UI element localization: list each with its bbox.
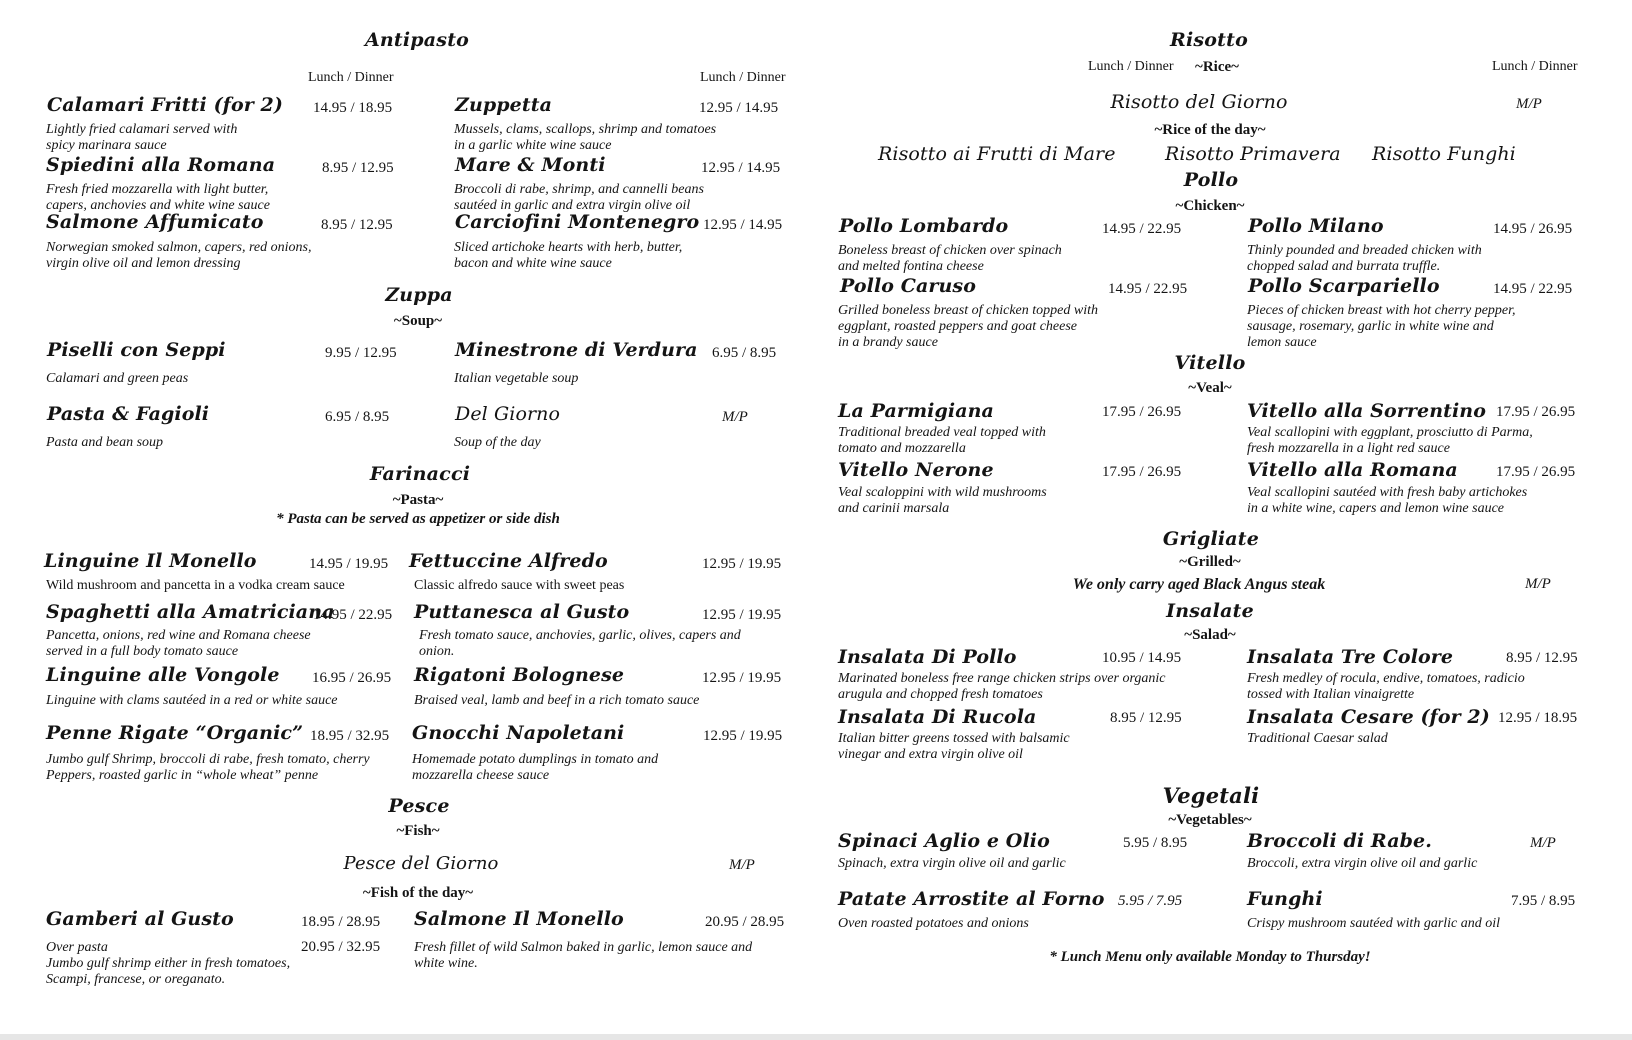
dish-description: Pancetta, onions, red wine and Romana cheese served in a full body tomato sauce [46, 628, 311, 659]
column-header-lunch-dinner: Lunch / Dinner [308, 70, 394, 85]
dish-description: Italian vegetable soup [454, 371, 579, 386]
dish-name: Spinaci Aglio e Olio [838, 830, 1050, 852]
dish-name: Funghi [1247, 888, 1323, 910]
dish-description: Pasta and bean soup [46, 435, 164, 450]
dish-price: 17.95 / 26.95 [1102, 464, 1182, 480]
dish-description: Pieces of chicken breast with hot cherry pepper, sausage, rosemary, garlic in white wine and lemon sauce [1247, 303, 1516, 350]
dish-price: 6.95 / 8.95 [325, 409, 390, 425]
section-title-zuppa: Zuppa [385, 284, 453, 306]
section-title-vegetali: Vegetali [1162, 783, 1260, 808]
dish-price: 8.95 / 12.95 [1506, 650, 1578, 666]
section-subtitle: ~Rice~ [1195, 59, 1239, 75]
risotto-option: Risotto Funghi [1372, 143, 1516, 165]
dish-description: Veal scallopini with eggplant, prosciutto di Parma, fresh mozzarella in a light red sauce [1247, 425, 1533, 456]
dish-price: 12.95 / 14.95 [701, 160, 781, 176]
dish-price: 8.95 / 12.95 [321, 217, 393, 233]
dish-name: Pollo Scarpariello [1248, 275, 1440, 297]
rice-of-the-day-price: M/P [1516, 96, 1542, 112]
dish-description: Wild mushroom and pancetta in a vodka cream sauce [46, 578, 345, 593]
dish-price: 14.95 / 18.95 [313, 100, 393, 116]
dish-description: Fresh medley of rocula, endive, tomatoes, radicio tossed with Italian vinaigrette [1247, 671, 1525, 702]
dish-price: 6.95 / 8.95 [712, 345, 777, 361]
dish-description: Sliced artichoke hearts with herb, butter, bacon and white wine sauce [454, 240, 683, 271]
dish-price: 12.95 / 14.95 [703, 217, 783, 233]
dish-price: 20.95 / 28.95 [705, 914, 785, 930]
section-title-farinacci: Farinacci [369, 463, 471, 485]
dish-price: 5.95 / 7.95 [1118, 893, 1183, 909]
dish-price: 12.95 / 19.95 [702, 670, 782, 686]
dish-price: M/P [1530, 835, 1556, 851]
section-subtitle: ~Fish~ [396, 823, 440, 839]
dish-name: Piselli con Seppi [47, 339, 226, 361]
dish-name: Broccoli di Rabe. [1247, 830, 1432, 852]
dish-description: Over pasta Jumbo gulf shrimp either in fresh tomatoes, Scampi, francese, or oreganato. [46, 940, 291, 987]
risotto-option: Risotto ai Frutti di Mare [878, 143, 1116, 165]
dish-name: Pollo Caruso [840, 275, 976, 297]
dish-description: Grilled boneless breast of chicken topped with eggplant, roasted peppers and goat cheese in a brandy sauce [838, 303, 1098, 350]
dish-name: Penne Rigate “Organic” [46, 722, 304, 744]
dish-price: 17.95 / 26.95 [1496, 404, 1576, 420]
fish-of-the-day-name: Pesce del Giorno [343, 853, 499, 874]
dish-name: Gnocchi Napoletani [412, 722, 625, 744]
section-title-pesce: Pesce [388, 795, 450, 817]
column-header-lunch-dinner: Lunch / Dinner [700, 70, 786, 85]
dish-price: 9.95 / 12.95 [325, 345, 397, 361]
dish-name: Rigatoni Bolognese [414, 664, 625, 686]
dish-price: 14.95 / 22.95 [1102, 221, 1182, 237]
dish-description: Veal scallopini sautéed with fresh baby artichokes in a white wine, capers and lemon wine sauce [1247, 485, 1528, 516]
dish-price: 5.95 / 8.95 [1123, 835, 1188, 851]
dish-price: 12.95 / 14.95 [699, 100, 779, 116]
pasta-note: * Pasta can be served as appetizer or side dish [276, 511, 560, 527]
fish-of-the-day-price: M/P [729, 857, 755, 873]
dish-price: 12.95 / 19.95 [703, 728, 783, 744]
dish-name: Del Giorno [455, 403, 561, 425]
dish-price: 12.95 / 19.95 [702, 556, 782, 572]
section-subtitle: ~Chicken~ [1175, 198, 1245, 214]
dish-price: 17.95 / 26.95 [1496, 464, 1576, 480]
dish-price: 8.95 / 12.95 [322, 160, 394, 176]
page-bottom-band [0, 1034, 1632, 1040]
dish-name: Minestrone di Verdura [455, 339, 698, 361]
dish-description: Jumbo gulf Shrimp, broccoli di rabe, fresh tomato, cherry Peppers, roasted garlic in “whole wheat” penne [46, 752, 370, 783]
dish-name: Insalata Di Pollo [838, 646, 1017, 668]
fish-of-the-day-subtitle: ~Fish of the day~ [362, 885, 474, 901]
dish-description: Mussels, clams, scallops, shrimp and tomatoes in a garlic white wine sauce [454, 122, 717, 153]
dish-name: Gamberi al Gusto [46, 908, 234, 930]
section-title-risotto: Risotto [1169, 29, 1249, 51]
steak-note: We only carry aged Black Angus steak [1072, 576, 1326, 593]
dish-description: Braised veal, lamb and beef in a rich tomato sauce [414, 693, 700, 708]
section-title-antipasto: Antipasto [364, 29, 470, 51]
dish-name: Linguine alle Vongole [46, 664, 280, 686]
column-header-lunch-dinner: Lunch / Dinner [1492, 59, 1578, 74]
section-subtitle: ~Salad~ [1184, 627, 1236, 643]
dish-name: Insalata Di Rucola [838, 706, 1037, 728]
section-title-vitello: Vitello [1174, 352, 1246, 374]
dish-price: 12.95 / 18.95 [1498, 710, 1578, 726]
section-title-grigliate: Grigliate [1162, 528, 1260, 550]
dish-name: Spiedini alla Romana [46, 154, 276, 176]
dish-name: Carciofini Montenegro [455, 211, 700, 233]
dish-price: 12.95 / 19.95 [702, 607, 782, 623]
dish-price: 14.95 / 26.95 [1493, 221, 1573, 237]
dish-name: Vitello alla Sorrentino [1247, 400, 1486, 422]
dish-price: 14.95 / 22.95 [1108, 281, 1188, 297]
dish-name: Calamari Fritti (for 2) [47, 94, 283, 116]
section-subtitle: ~Grilled~ [1179, 554, 1241, 570]
dish-name: Vitello alla Romana [1247, 459, 1458, 481]
dish-description: Broccoli, extra virgin olive oil and garlic [1247, 856, 1478, 871]
dish-price: 7.95 / 8.95 [1511, 893, 1576, 909]
dish-name: Spaghetti alla Amatriciana [46, 601, 335, 623]
dish-description: Crispy mushroom sautéed with garlic and oil [1247, 916, 1501, 931]
dish-description: Fresh tomato sauce, anchovies, garlic, olives, capers and onion. [419, 628, 741, 659]
dish-price: 17.95 / 26.95 [1102, 404, 1182, 420]
dish-price: 8.95 / 12.95 [1110, 710, 1182, 726]
dish-price: 14.95 / 19.95 [309, 556, 389, 572]
dish-name: Pollo Lombardo [839, 215, 1009, 237]
dish-name: Salmone Affumicato [46, 211, 264, 233]
dish-name: Patate Arrostite al Forno [838, 888, 1105, 910]
dish-name: Mare & Monti [455, 154, 606, 176]
dish-description: Oven roasted potatoes and onions [838, 916, 1029, 931]
dish-description: Spinach, extra virgin olive oil and garlic [838, 856, 1066, 871]
dish-description: Italian bitter greens tossed with balsamic vinegar and extra virgin olive oil [838, 731, 1070, 762]
dish-description: Fresh fillet of wild Salmon baked in garlic, lemon sauce and white wine. [414, 940, 753, 971]
dish-description: Traditional Caesar salad [1247, 731, 1388, 746]
section-subtitle: ~Vegetables~ [1168, 812, 1252, 828]
dish-name: Zuppetta [455, 94, 553, 116]
dish-name: Insalata Tre Colore [1247, 646, 1454, 668]
rice-of-the-day-subtitle: ~Rice of the day~ [1154, 122, 1266, 138]
dish-price: 14.95 / 22.95 [313, 607, 393, 623]
section-subtitle: ~Soup~ [393, 313, 443, 329]
dish-name: La Parmigiana [838, 400, 994, 422]
dish-name: Linguine Il Monello [44, 550, 257, 572]
risotto-option: Risotto Primavera [1165, 143, 1341, 165]
dish-price: M/P [722, 409, 748, 425]
dish-price: 18.95 / 28.95 [301, 914, 381, 930]
dish-description: Linguine with clams sautéed in a red or white sauce [46, 693, 338, 708]
dish-description: Lightly fried calamari served with spicy marinara sauce [46, 122, 238, 153]
dish-description: Veal scaloppini with wild mushrooms and carinii marsala [838, 485, 1047, 516]
rice-of-the-day-name: Risotto del Giorno [1110, 91, 1288, 113]
lunch-menu-note: * Lunch Menu only available Monday to Thursday! [1049, 949, 1371, 965]
column-header-lunch-dinner: Lunch / Dinner [1088, 59, 1174, 74]
dish-price: 18.95 / 32.95 [310, 728, 390, 744]
dish-price: 16.95 / 26.95 [312, 670, 392, 686]
dish-name: Vitello Nerone [838, 459, 994, 481]
dish-description: Broccoli di rabe, shrimp, and cannelli beans sautéed in garlic and extra virgin olive oil [454, 182, 704, 213]
dish-description: Soup of the day [454, 435, 541, 450]
dish-description: Boneless breast of chicken over spinach and melted fontina cheese [838, 243, 1062, 274]
dish-description: Thinly pounded and breaded chicken with chopped salad and burrata truffle. [1247, 243, 1482, 274]
dish-name: Pasta & Fagioli [47, 403, 210, 425]
section-title-pollo: Pollo [1183, 169, 1239, 191]
dish-name: Pollo Milano [1248, 215, 1384, 237]
dish-description: Norwegian smoked salmon, capers, red onions, virgin olive oil and lemon dressing [46, 240, 312, 271]
dish-name: Puttanesca al Gusto [414, 601, 630, 623]
dish-description: Calamari and green peas [46, 371, 189, 386]
section-title-insalate: Insalate [1166, 600, 1254, 622]
dish-price: 14.95 / 22.95 [1493, 281, 1573, 297]
dish-description: Fresh fried mozzarella with light butter, capers, anchovies and white wine sauce [46, 182, 270, 213]
dish-name: Insalata Cesare (for 2) [1247, 706, 1490, 728]
dish-price: 10.95 / 14.95 [1102, 650, 1182, 666]
dish-name: Fettuccine Alfredo [409, 550, 608, 572]
dish-description: Homemade potato dumplings in tomato and mozzarella cheese sauce [412, 752, 659, 783]
dish-description: Marinated boneless free range chicken strips over organic arugula and chopped fresh tomatoes [838, 671, 1166, 702]
section-subtitle: ~Pasta~ [392, 492, 444, 508]
dish-description: Traditional breaded veal topped with tomato and mozzarella [838, 425, 1046, 456]
dish-description: Classic alfredo sauce with sweet peas [414, 578, 625, 593]
dish-price-alt: 20.95 / 32.95 [301, 939, 381, 955]
section-subtitle: ~Veal~ [1188, 380, 1232, 396]
dish-name: Salmone Il Monello [414, 908, 624, 930]
steak-price: M/P [1525, 576, 1551, 592]
